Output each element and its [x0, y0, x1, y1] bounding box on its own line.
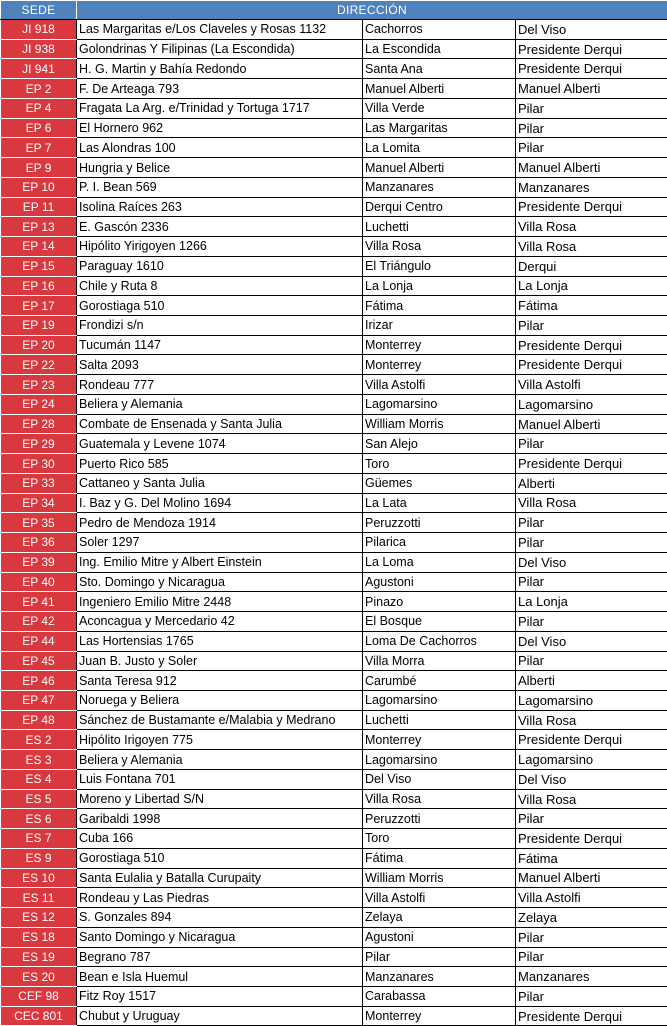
table-row [1, 612, 667, 632]
city-cell: Pilar [516, 947, 667, 967]
city-cell: Pilar [516, 533, 667, 553]
address-cell: Frondizi s/n [77, 316, 363, 336]
address-cell: Luis Fontana 701 [77, 769, 363, 789]
sede-cell: EP 19 [1, 316, 77, 336]
table-row [1, 848, 667, 868]
sede-cell: EP 11 [1, 197, 77, 217]
address-cell: S. Gonzales 894 [77, 908, 363, 928]
sede-cell: EP 40 [1, 572, 77, 592]
address-cell: Begrano 787 [77, 947, 363, 967]
city-cell: Presidente Derqui [516, 730, 667, 750]
city-cell: Fátima [516, 848, 667, 868]
table-row [1, 375, 667, 395]
city-cell: Zelaya [516, 908, 667, 928]
locality-cell: Zelaya [363, 908, 516, 928]
table-row [1, 59, 667, 79]
city-cell: Manuel Alberti [516, 414, 667, 434]
city-cell: Pilar [516, 316, 667, 336]
table-row [1, 533, 667, 553]
table-row [1, 750, 667, 770]
address-cell: Chile y Ruta 8 [77, 276, 363, 296]
locality-cell: El Bosque [363, 612, 516, 632]
city-cell: Lagomarsino [516, 394, 667, 414]
sede-cell: ES 3 [1, 750, 77, 770]
locality-cell: Cachorros [363, 20, 516, 40]
address-cell: Isolina Raíces 263 [77, 197, 363, 217]
table-row [1, 631, 667, 651]
table-row [1, 316, 667, 336]
table-row [1, 908, 667, 928]
locality-cell: San Alejo [363, 434, 516, 454]
locality-cell: Loma De Cachorros [363, 631, 516, 651]
address-cell: Hungria y Belice [77, 158, 363, 178]
address-cell: Fitz Roy 1517 [77, 986, 363, 1006]
city-cell: Villa Rosa [516, 493, 667, 513]
address-cell: Cuba 166 [77, 829, 363, 849]
locality-cell: Del Viso [363, 769, 516, 789]
city-cell: Manuel Alberti [516, 868, 667, 888]
city-cell: Derqui [516, 256, 667, 276]
sede-cell: EP 35 [1, 513, 77, 533]
address-cell: Santa Eulalia y Batalla Curupaity [77, 868, 363, 888]
sede-cell: EP 29 [1, 434, 77, 454]
sede-cell: EP 48 [1, 710, 77, 730]
header-direccion: DIRECCIÓN [77, 1, 667, 20]
table-row [1, 296, 667, 316]
table-row [1, 592, 667, 612]
address-cell: Hipólito Yirigoyen 1266 [77, 237, 363, 257]
table-row [1, 276, 667, 296]
sede-cell: EP 42 [1, 612, 77, 632]
city-cell: Pilar [516, 138, 667, 158]
address-cell: Sánchez de Bustamante e/Malabia y Medrano [77, 710, 363, 730]
locality-cell: Toro [363, 454, 516, 474]
table-row [1, 809, 667, 829]
locality-cell: Villa Rosa [363, 789, 516, 809]
header-row [1, 1, 667, 20]
sede-cell: EP 24 [1, 394, 77, 414]
sede-cell: EP 9 [1, 158, 77, 178]
sede-cell: EP 14 [1, 237, 77, 257]
sede-cell: EP 34 [1, 493, 77, 513]
city-cell: Presidente Derqui [516, 59, 667, 79]
locality-cell: Peruzzotti [363, 513, 516, 533]
table-row [1, 414, 667, 434]
city-cell: Pilar [516, 651, 667, 671]
locality-cell: Manzanares [363, 967, 516, 987]
locality-cell: Monterrey [363, 1006, 516, 1026]
sede-cell: EP 45 [1, 651, 77, 671]
table-row [1, 493, 667, 513]
address-cell: Puerto Rico 585 [77, 454, 363, 474]
address-cell: Las Alondras 100 [77, 138, 363, 158]
city-cell: Pilar [516, 434, 667, 454]
table-row [1, 237, 667, 257]
city-cell: Del Viso [516, 769, 667, 789]
city-cell: Villa Rosa [516, 710, 667, 730]
table-row [1, 197, 667, 217]
locality-cell: Carabassa [363, 986, 516, 1006]
sede-cell: EP 10 [1, 177, 77, 197]
city-cell: Manuel Alberti [516, 158, 667, 178]
sede-cell: ES 9 [1, 848, 77, 868]
locality-cell: Güemes [363, 473, 516, 493]
table-row [1, 769, 667, 789]
table-row [1, 888, 667, 908]
header-sede: SEDE [1, 1, 77, 20]
table-row [1, 454, 667, 474]
locality-cell: Pilar [363, 947, 516, 967]
locality-cell: Toro [363, 829, 516, 849]
sede-cell: CEF 98 [1, 986, 77, 1006]
city-cell: Del Viso [516, 631, 667, 651]
table-row [1, 98, 667, 118]
locality-cell: La Loma [363, 552, 516, 572]
address-cell: Gorostiaga 510 [77, 296, 363, 316]
sede-cell: EP 6 [1, 118, 77, 138]
address-cell: Chubut y Uruguay [77, 1006, 363, 1026]
locality-cell: Agustoni [363, 572, 516, 592]
city-cell: Presidente Derqui [516, 335, 667, 355]
sede-cell: ES 7 [1, 829, 77, 849]
locality-cell: Villa Verde [363, 98, 516, 118]
table-row [1, 217, 667, 237]
address-cell: Beliera y Alemania [77, 750, 363, 770]
address-cell: F. De Arteaga 793 [77, 79, 363, 99]
locality-cell: Luchetti [363, 710, 516, 730]
sede-cell: EP 46 [1, 671, 77, 691]
locality-cell: Irizar [363, 316, 516, 336]
locality-cell: La Lomita [363, 138, 516, 158]
address-cell: Santo Domingo y Nicaragua [77, 927, 363, 947]
locality-cell: Fátima [363, 296, 516, 316]
address-cell: Garibaldi 1998 [77, 809, 363, 829]
table-row [1, 947, 667, 967]
city-cell: Alberti [516, 671, 667, 691]
table-row [1, 355, 667, 375]
sede-cell: ES 2 [1, 730, 77, 750]
table-row [1, 256, 667, 276]
locality-cell: Derqui Centro [363, 197, 516, 217]
city-cell: Villa Rosa [516, 789, 667, 809]
city-cell: Pilar [516, 809, 667, 829]
locality-cell: Luchetti [363, 217, 516, 237]
address-cell: Gorostiaga 510 [77, 848, 363, 868]
locality-cell: Las Margaritas [363, 118, 516, 138]
address-cell: Fragata La Arg. e/Trinidad y Tortuga 1717 [77, 98, 363, 118]
address-cell: P. I. Bean 569 [77, 177, 363, 197]
sede-cell: EP 15 [1, 256, 77, 276]
sede-cell: JI 941 [1, 59, 77, 79]
locality-cell: Fátima [363, 848, 516, 868]
address-cell: Moreno y Libertad S/N [77, 789, 363, 809]
sede-cell: EP 16 [1, 276, 77, 296]
address-cell: Beliera y Alemania [77, 394, 363, 414]
city-cell: Pilar [516, 927, 667, 947]
city-cell: Fátima [516, 296, 667, 316]
locality-cell: Villa Morra [363, 651, 516, 671]
sede-cell: ES 10 [1, 868, 77, 888]
address-cell: Ingeniero Emilio Mitre 2448 [77, 592, 363, 612]
sede-cell: EP 2 [1, 79, 77, 99]
table-row [1, 177, 667, 197]
table-row [1, 20, 667, 40]
locality-cell: Villa Astolfi [363, 375, 516, 395]
sede-cell: JI 918 [1, 20, 77, 40]
sede-cell: EP 23 [1, 375, 77, 395]
address-cell: Rondeau 777 [77, 375, 363, 395]
locality-cell: Monterrey [363, 335, 516, 355]
city-cell: Presidente Derqui [516, 197, 667, 217]
locality-cell: Monterrey [363, 355, 516, 375]
table-row [1, 335, 667, 355]
sede-cell: ES 6 [1, 809, 77, 829]
table-row [1, 927, 667, 947]
sede-cell: EP 20 [1, 335, 77, 355]
table-row [1, 986, 667, 1006]
table-row [1, 79, 667, 99]
locality-cell: La Lata [363, 493, 516, 513]
sede-cell: EP 47 [1, 690, 77, 710]
table-row [1, 868, 667, 888]
sede-cell: CEC 801 [1, 1006, 77, 1026]
sede-cell: ES 18 [1, 927, 77, 947]
city-cell: Manuel Alberti [516, 79, 667, 99]
city-cell: Villa Rosa [516, 217, 667, 237]
locality-cell: Pinazo [363, 592, 516, 612]
city-cell: La Lonja [516, 276, 667, 296]
sede-cell: EP 30 [1, 454, 77, 474]
address-cell: Bean e Isla Huemul [77, 967, 363, 987]
locality-cell: Manuel Alberti [363, 79, 516, 99]
locality-cell: Lagomarsino [363, 750, 516, 770]
sede-cell: ES 19 [1, 947, 77, 967]
table-row [1, 690, 667, 710]
address-cell: E. Gascón 2336 [77, 217, 363, 237]
table-row [1, 39, 667, 59]
table-row [1, 967, 667, 987]
city-cell: Lagomarsino [516, 750, 667, 770]
address-cell: Las Hortensias 1765 [77, 631, 363, 651]
sede-cell: EP 41 [1, 592, 77, 612]
locality-cell: Carumbé [363, 671, 516, 691]
sede-cell: ES 11 [1, 888, 77, 908]
city-cell: Villa Rosa [516, 237, 667, 257]
city-cell: Presidente Derqui [516, 39, 667, 59]
table-row [1, 434, 667, 454]
table-row [1, 730, 667, 750]
locality-cell: Pilarica [363, 533, 516, 553]
address-cell: Hipólito Irigoyen 775 [77, 730, 363, 750]
locality-cell: Agustoni [363, 927, 516, 947]
city-cell: Presidente Derqui [516, 1006, 667, 1026]
sede-cell: EP 44 [1, 631, 77, 651]
city-cell: Pilar [516, 572, 667, 592]
table-row [1, 829, 667, 849]
sede-cell: EP 22 [1, 355, 77, 375]
locality-cell: La Lonja [363, 276, 516, 296]
sede-cell: EP 17 [1, 296, 77, 316]
sede-cell: EP 39 [1, 552, 77, 572]
city-cell: Pilar [516, 118, 667, 138]
locality-cell: William Morris [363, 414, 516, 434]
city-cell: Pilar [516, 612, 667, 632]
table-row [1, 552, 667, 572]
locality-cell: Manuel Alberti [363, 158, 516, 178]
table-row [1, 1006, 667, 1026]
city-cell: Alberti [516, 473, 667, 493]
address-cell: Rondeau y Las Piedras [77, 888, 363, 908]
table-row [1, 651, 667, 671]
locality-cell: Santa Ana [363, 59, 516, 79]
city-cell: Del Viso [516, 20, 667, 40]
sede-cell: EP 28 [1, 414, 77, 434]
locality-cell: El Triángulo [363, 256, 516, 276]
sede-cell: EP 36 [1, 533, 77, 553]
address-cell: Ing. Emilio Mitre y Albert Einstein [77, 552, 363, 572]
city-cell: Presidente Derqui [516, 454, 667, 474]
sede-cell: EP 33 [1, 473, 77, 493]
address-cell: Combate de Ensenada y Santa Julia [77, 414, 363, 434]
city-cell: Villa Astolfi [516, 888, 667, 908]
city-cell: Pilar [516, 98, 667, 118]
locality-cell: Lagomarsino [363, 394, 516, 414]
address-cell: Golondrinas Y Filipinas (La Escondida) [77, 39, 363, 59]
sede-cell: EP 7 [1, 138, 77, 158]
table-row [1, 158, 667, 178]
sede-cell: ES 12 [1, 908, 77, 928]
address-cell: Pedro de Mendoza 1914 [77, 513, 363, 533]
city-cell: Manzanares [516, 177, 667, 197]
table-row [1, 138, 667, 158]
address-cell: Paraguay 1610 [77, 256, 363, 276]
city-cell: Presidente Derqui [516, 829, 667, 849]
address-cell: H. G. Martin y Bahía Redondo [77, 59, 363, 79]
table-row [1, 789, 667, 809]
table-row [1, 572, 667, 592]
table-row [1, 671, 667, 691]
table-row [1, 394, 667, 414]
locality-cell: Lagomarsino [363, 690, 516, 710]
table-body [1, 20, 667, 1026]
table-row [1, 710, 667, 730]
sede-cell: JI 938 [1, 39, 77, 59]
address-cell: Guatemala y Levene 1074 [77, 434, 363, 454]
city-cell: Del Viso [516, 552, 667, 572]
locality-cell: La Escondida [363, 39, 516, 59]
locality-cell: Villa Astolfi [363, 888, 516, 908]
sede-cell: ES 4 [1, 769, 77, 789]
sede-cell: ES 20 [1, 967, 77, 987]
city-cell: Pilar [516, 513, 667, 533]
city-cell: Villa Astolfi [516, 375, 667, 395]
locality-cell: Manzanares [363, 177, 516, 197]
address-cell: Las Margaritas e/Los Claveles y Rosas 1132 [77, 20, 363, 40]
city-cell: La Lonja [516, 592, 667, 612]
address-cell: Sto. Domingo y Nicaragua [77, 572, 363, 592]
locality-cell: William Morris [363, 868, 516, 888]
address-cell: Juan B. Justo y Soler [77, 651, 363, 671]
city-cell: Pilar [516, 986, 667, 1006]
address-cell: Santa Teresa 912 [77, 671, 363, 691]
sede-cell: ES 5 [1, 789, 77, 809]
sede-cell: EP 13 [1, 217, 77, 237]
address-cell: I. Baz y G. Del Molino 1694 [77, 493, 363, 513]
city-cell: Presidente Derqui [516, 355, 667, 375]
address-cell: Soler 1297 [77, 533, 363, 553]
city-cell: Lagomarsino [516, 690, 667, 710]
address-cell: El Hornero 962 [77, 118, 363, 138]
address-cell: Salta 2093 [77, 355, 363, 375]
sede-cell: EP 4 [1, 98, 77, 118]
table-row [1, 513, 667, 533]
address-cell: Cattaneo y Santa Julia [77, 473, 363, 493]
address-cell: Aconcagua y Mercedario 42 [77, 612, 363, 632]
city-cell: Manzanares [516, 967, 667, 987]
table-row [1, 473, 667, 493]
locality-cell: Villa Rosa [363, 237, 516, 257]
locality-cell: Peruzzotti [363, 809, 516, 829]
address-cell: Noruega y Beliera [77, 690, 363, 710]
table-row [1, 118, 667, 138]
address-cell: Tucumán 1147 [77, 335, 363, 355]
locality-cell: Monterrey [363, 730, 516, 750]
